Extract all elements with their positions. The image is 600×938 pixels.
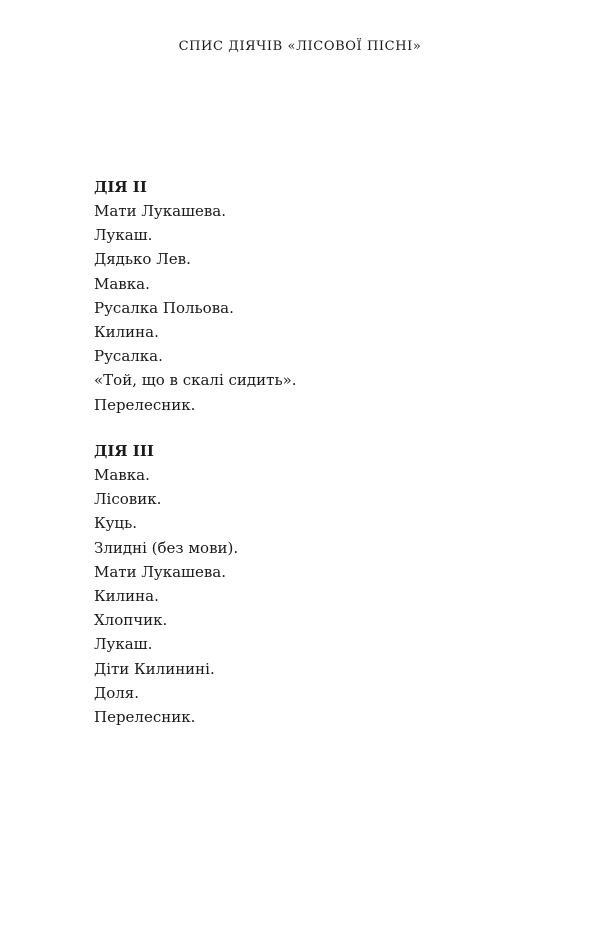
character-entry: Русалка Польова. [94, 298, 234, 317]
character-entry: Діти Килинині. [94, 659, 215, 678]
character-entry: Хлопчик. [94, 611, 168, 630]
character-entry: Доля. [94, 683, 139, 702]
character-entry: Злидні (без мови). [94, 538, 239, 557]
character-entry: Лукаш. [94, 635, 153, 654]
character-entry: Килина. [94, 586, 159, 605]
character-entry: Мавка. [94, 274, 150, 293]
character-entry: Килина. [94, 322, 159, 341]
character-entry: «Той, що в скалі сидить». [94, 371, 297, 390]
act-2-section [94, 175, 514, 417]
act-2-title: ДІЯ ІІ [94, 178, 147, 196]
act-3-section [94, 439, 514, 729]
act-2-character-list [94, 199, 514, 417]
character-entry: Мавка. [94, 466, 150, 484]
character-entry: Русалка. [94, 347, 163, 366]
act-3-character-list [94, 463, 514, 729]
character-entry: Лукаш. [94, 226, 153, 245]
character-entry: Мати Лукашева. [94, 202, 227, 220]
character-entry: Перелесник. [94, 707, 196, 726]
character-entry: Перелесник. [94, 395, 196, 414]
character-entry: Дядько Лев. [94, 250, 191, 269]
running-head: СПИС ДІЯЧІВ «ЛІСОВОЇ ПІСНІ» [178, 39, 422, 54]
character-entry: Куць. [94, 514, 138, 533]
character-entry: Мати Лукашева. [94, 562, 227, 581]
character-entry: Лісовик. [94, 490, 162, 509]
act-3-title: ДІЯ ІІІ [94, 442, 154, 460]
